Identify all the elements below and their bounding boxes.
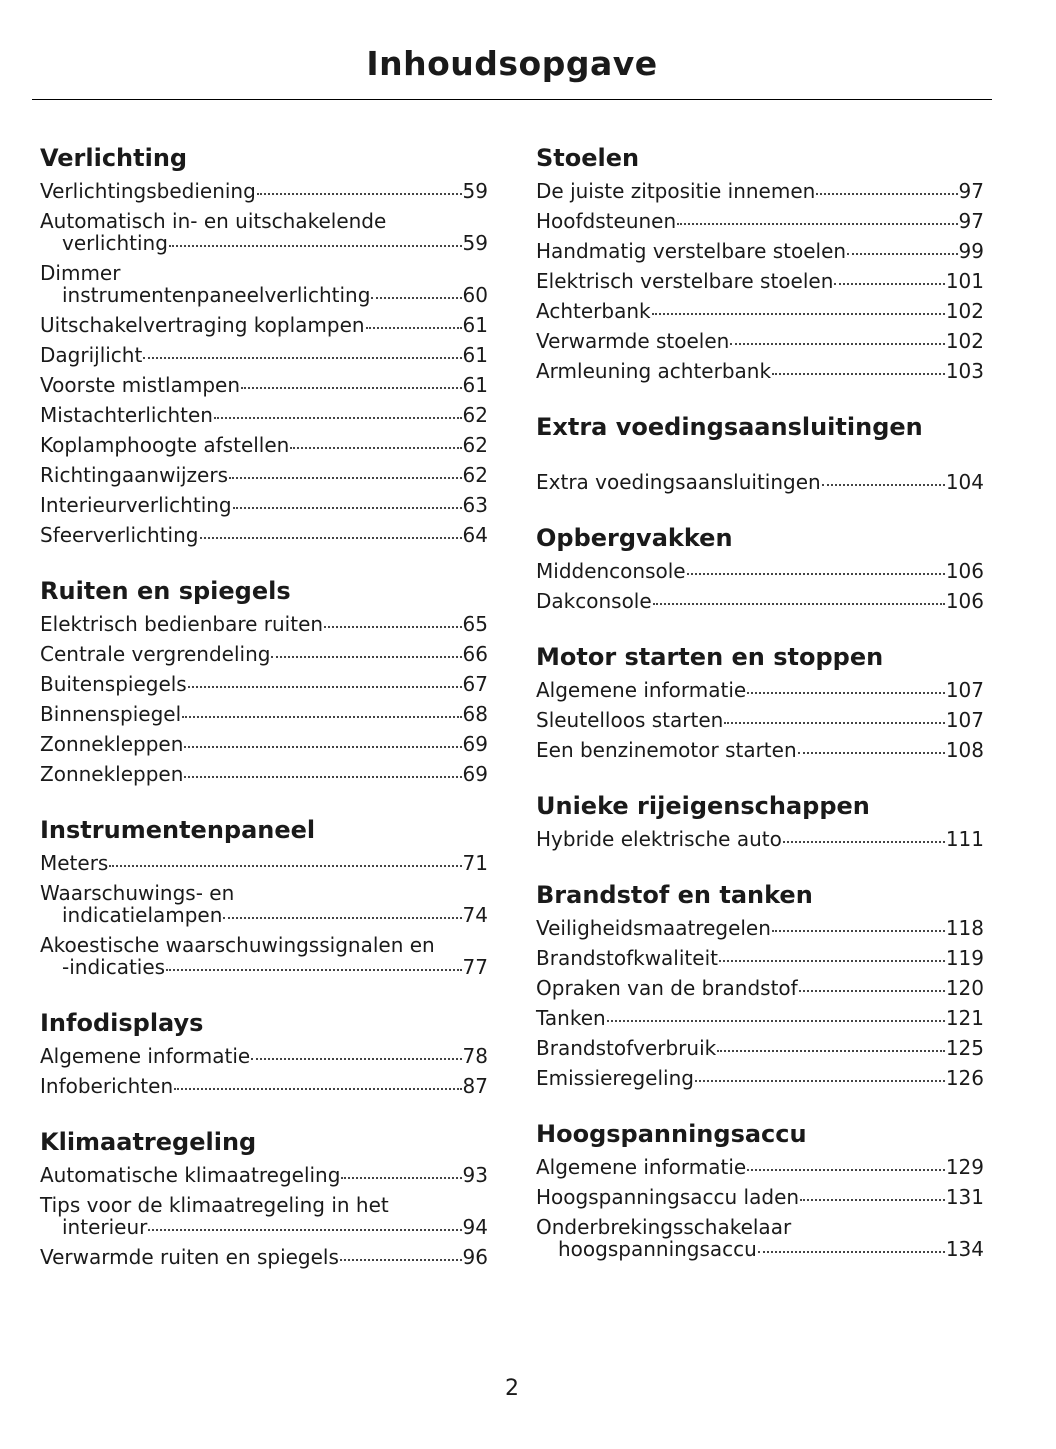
- dot-leader: [758, 1251, 945, 1253]
- dot-leader: [687, 573, 945, 575]
- toc-page-number: 131: [945, 1185, 984, 1209]
- toc-entry[interactable]: [536, 675, 984, 705]
- toc-page-number: 102: [945, 299, 984, 323]
- toc-page-number: 62: [462, 463, 488, 487]
- toc-entry[interactable]: [536, 1212, 984, 1264]
- toc-entry[interactable]: [536, 556, 984, 586]
- dot-leader: [772, 373, 945, 375]
- toc-entry[interactable]: [40, 1160, 488, 1190]
- toc-entry[interactable]: [536, 735, 984, 765]
- toc-entry[interactable]: [40, 609, 488, 639]
- toc-entry[interactable]: [536, 943, 984, 973]
- toc-page-number: 71: [462, 851, 488, 875]
- toc-page-number: 77: [462, 955, 488, 979]
- toc-entry[interactable]: [40, 206, 488, 258]
- dot-leader: [257, 193, 462, 195]
- dot-leader: [174, 1088, 461, 1090]
- dot-leader: [847, 253, 957, 255]
- dot-leader: [340, 1259, 462, 1261]
- toc-entry-title: Middenconsole: [536, 559, 686, 583]
- toc-page-number: 63: [462, 493, 488, 517]
- toc-entry[interactable]: [536, 973, 984, 1003]
- toc-entry-title: verlichting: [62, 231, 168, 255]
- toc-page-number: 119: [945, 946, 984, 970]
- toc-section-motor-starten-en-stoppen: [536, 639, 984, 765]
- toc-page-number: 129: [945, 1155, 984, 1179]
- toc-entry[interactable]: [40, 310, 488, 340]
- toc-entry-title: Algemene informatie: [40, 1044, 251, 1068]
- toc-page-number: 68: [462, 702, 488, 726]
- toc-page-number: 65: [462, 612, 488, 636]
- toc-entry[interactable]: [536, 266, 984, 296]
- toc-entry-title: De juiste zitpositie innemen: [536, 179, 816, 203]
- dot-leader: [719, 960, 945, 962]
- dot-leader: [200, 537, 462, 539]
- toc-entry[interactable]: [40, 176, 488, 206]
- toc-page-number: 61: [462, 313, 488, 337]
- toc-page-number: 103: [945, 359, 984, 383]
- toc-page-number: 74: [462, 903, 488, 927]
- dot-leader: [371, 297, 461, 299]
- toc-page-number: 61: [462, 373, 488, 397]
- toc-page-number: 64: [462, 523, 488, 547]
- toc-page-number: 62: [462, 433, 488, 457]
- toc-entry[interactable]: [536, 326, 984, 356]
- toc-entry-title: Buitenspiegels: [40, 672, 187, 696]
- dot-leader: [800, 1199, 945, 1201]
- dot-leader: [799, 990, 945, 992]
- toc-entry-title: Een benzinemotor starten: [536, 738, 797, 762]
- toc-page-number: 87: [462, 1074, 488, 1098]
- toc-entry-title: Armleuning achterbank: [536, 359, 772, 383]
- toc-entry-title: Brandstofkwaliteit: [536, 946, 718, 970]
- toc-entry-title: Zonnekleppen: [40, 762, 184, 786]
- toc-entry-title: Waarschuwings- en: [40, 881, 235, 905]
- dot-leader: [166, 969, 461, 971]
- dot-leader: [695, 1080, 945, 1082]
- toc-entry[interactable]: [536, 824, 984, 854]
- toc-entry[interactable]: [536, 705, 984, 735]
- dot-leader: [816, 193, 957, 195]
- toc-entry[interactable]: [536, 1063, 984, 1093]
- toc-page-number: 78: [462, 1044, 488, 1068]
- section-heading: Infodisplays: [40, 1009, 204, 1037]
- toc-entry[interactable]: [40, 258, 488, 310]
- toc-entry-title: Voorste mistlampen: [40, 373, 241, 397]
- section-heading: Motor starten en stoppen: [536, 643, 884, 671]
- toc-entry-title: Achterbank: [536, 299, 651, 323]
- toc-entry[interactable]: [40, 759, 488, 789]
- toc-page-number: 126: [945, 1066, 984, 1090]
- toc-page-number: 61: [462, 343, 488, 367]
- toc-entry-title: Infoberichten: [40, 1074, 174, 1098]
- toc-section-instrumentenpaneel: [40, 812, 488, 982]
- section-heading: Hoogspanningsaccu: [536, 1120, 807, 1148]
- dot-leader: [271, 656, 461, 658]
- toc-entry-title: instrumentenpaneelverlichting: [62, 283, 371, 307]
- toc-column-right: [536, 140, 984, 1287]
- toc-entry[interactable]: [40, 930, 488, 982]
- toc-entry-title: -indicaties: [62, 955, 166, 979]
- toc-entry[interactable]: [536, 356, 984, 386]
- toc-column-left: [40, 140, 488, 1295]
- toc-entry[interactable]: [536, 1182, 984, 1212]
- toc-page-number: 66: [462, 642, 488, 666]
- toc-page-number: 125: [945, 1036, 984, 1060]
- toc-entry-title: Centrale vergrendeling: [40, 642, 271, 666]
- toc-entry-title: Mistachterlichten: [40, 403, 213, 427]
- toc-entry[interactable]: [536, 913, 984, 943]
- section-heading: Opbergvakken: [536, 524, 733, 552]
- toc-entry-title: hoogspanningsaccu: [558, 1237, 757, 1261]
- dot-leader: [214, 417, 462, 419]
- toc-section-verlichting: [40, 140, 488, 550]
- toc-entry-title: Opraken van de brandstof: [536, 976, 798, 1000]
- toc-entry-title: Hoogspanningsaccu laden: [536, 1185, 800, 1209]
- section-heading: Unieke rijeigenschappen: [536, 792, 870, 820]
- dot-leader: [184, 776, 461, 778]
- toc-entry-title: Elektrisch bedienbare ruiten: [40, 612, 324, 636]
- toc-entry-title: Verwarmde ruiten en spiegels: [40, 1245, 339, 1269]
- toc-page-number: 111: [945, 827, 984, 851]
- dot-leader: [798, 752, 945, 754]
- toc-entry[interactable]: [40, 848, 488, 878]
- toc-entry[interactable]: [40, 400, 488, 430]
- toc-entry-title: Hoofdsteunen: [536, 209, 677, 233]
- toc-entry-title: Koplamphoogte afstellen: [40, 433, 290, 457]
- toc-page-number: 104: [945, 470, 984, 494]
- toc-section-ruiten-en-spiegels: [40, 573, 488, 789]
- dot-leader: [607, 1020, 945, 1022]
- toc-page-number: 60: [462, 283, 488, 307]
- toc-page-number: 101: [945, 269, 984, 293]
- toc-page-number: 120: [945, 976, 984, 1000]
- dot-leader: [148, 1229, 461, 1231]
- toc-entry-title: Tanken: [536, 1006, 606, 1030]
- toc-page-number: 106: [945, 589, 984, 613]
- toc-entry-title: Emissieregeling: [536, 1066, 694, 1090]
- section-heading: Verlichting: [40, 144, 188, 172]
- section-heading: Brandstof en tanken: [536, 881, 813, 909]
- toc-section-opbergvakken: [536, 520, 984, 616]
- toc-entry[interactable]: [536, 467, 984, 497]
- toc-entry-title: Akoestische waarschuwingssignalen en: [40, 933, 435, 957]
- toc-entry-title: Verwarmde stoelen: [536, 329, 730, 353]
- toc-page-number: 67: [462, 672, 488, 696]
- section-heading: Instrumentenpaneel: [40, 816, 316, 844]
- toc-entry-title: Richtingaanwijzers: [40, 463, 228, 487]
- toc-entry[interactable]: [40, 1190, 488, 1242]
- section-heading: Klimaatregeling: [40, 1128, 257, 1156]
- toc-entry-title: Sleutelloos starten: [536, 708, 724, 732]
- toc-entry[interactable]: [40, 1242, 488, 1272]
- toc-page-number: 96: [462, 1245, 488, 1269]
- dot-leader: [653, 603, 945, 605]
- dot-leader: [341, 1177, 461, 1179]
- toc-entry[interactable]: [536, 206, 984, 236]
- toc-entry[interactable]: [536, 236, 984, 266]
- toc-page-number: 102: [945, 329, 984, 353]
- dot-leader: [109, 865, 461, 867]
- toc-section-extra-voedingsaansluitingen: [536, 409, 984, 497]
- dot-leader: [834, 283, 944, 285]
- dot-leader: [251, 1058, 461, 1060]
- dot-leader: [229, 477, 462, 479]
- toc-entry[interactable]: [40, 340, 488, 370]
- toc-page-number: 93: [462, 1163, 488, 1187]
- dot-leader: [182, 716, 461, 718]
- toc-entry[interactable]: [536, 296, 984, 326]
- toc-entry-title: Dakconsole: [536, 589, 652, 613]
- toc-entry[interactable]: [536, 586, 984, 616]
- toc-entry-title: Veiligheidsmaatregelen: [536, 916, 771, 940]
- dot-leader: [730, 343, 944, 345]
- toc-entry[interactable]: [536, 176, 984, 206]
- toc-page-number: 134: [945, 1237, 984, 1261]
- toc-entry-title: Automatisch in- en uitschakelende: [40, 209, 387, 233]
- dot-leader: [772, 930, 945, 932]
- toc-page-number: 97: [958, 179, 984, 203]
- toc-entry-title: Hybride elektrische auto: [536, 827, 782, 851]
- toc-entry[interactable]: [40, 669, 488, 699]
- dot-leader: [677, 223, 957, 225]
- toc-entry-title: Extra voedingsaansluitingen: [536, 470, 821, 494]
- dot-leader: [143, 357, 461, 359]
- toc-entry-title: Tips voor de klimaatregeling in het: [40, 1193, 389, 1217]
- toc-entry-title: interieur: [62, 1215, 148, 1239]
- toc-entry[interactable]: [536, 1152, 984, 1182]
- toc-section-unieke-rijeigenschappen: [536, 788, 984, 854]
- toc-entry[interactable]: [40, 520, 488, 550]
- toc-page-number: 69: [462, 732, 488, 756]
- dot-leader: [184, 746, 461, 748]
- section-heading: Ruiten en spiegels: [40, 577, 291, 605]
- toc-page-number: 69: [462, 762, 488, 786]
- toc-entry-title: Algemene informatie: [536, 1155, 747, 1179]
- dot-leader: [717, 1050, 945, 1052]
- toc-entry-title: Dimmer: [40, 261, 121, 285]
- dot-leader: [233, 507, 462, 509]
- dot-leader: [188, 686, 462, 688]
- section-heading: Extra voedingsaansluitingen: [536, 413, 923, 441]
- toc-entry[interactable]: [40, 699, 488, 729]
- title-divider: [32, 99, 992, 100]
- toc-entry-title: Meters: [40, 851, 109, 875]
- toc-entry-title: Interieurverlichting: [40, 493, 232, 517]
- section-spacer: [536, 445, 984, 467]
- toc-page-number: 94: [462, 1215, 488, 1239]
- dot-leader: [290, 447, 461, 449]
- toc-section-brandstof-en-tanken: [536, 877, 984, 1093]
- toc-entry-title: Onderbrekingsschakelaar: [536, 1215, 792, 1239]
- toc-page-number: 107: [945, 678, 984, 702]
- toc-entry[interactable]: [536, 1033, 984, 1063]
- toc-entry[interactable]: [40, 430, 488, 460]
- toc-entry-title: Zonnekleppen: [40, 732, 184, 756]
- toc-entry[interactable]: [40, 490, 488, 520]
- toc-entry[interactable]: [536, 1003, 984, 1033]
- toc-entry-title: indicatielampen: [62, 903, 223, 927]
- toc-entry[interactable]: [40, 1071, 488, 1101]
- dot-leader: [223, 917, 461, 919]
- toc-entry-title: Automatische klimaatregeling: [40, 1163, 341, 1187]
- dot-leader: [241, 387, 462, 389]
- toc-entry-title: Algemene informatie: [536, 678, 747, 702]
- toc-entry-title: Brandstofverbruik: [536, 1036, 717, 1060]
- toc-entry-title: Dagrijlicht: [40, 343, 143, 367]
- toc-entry[interactable]: [40, 460, 488, 490]
- toc-page-number: 59: [462, 231, 488, 255]
- toc-entry-title: Verlichtingsbediening: [40, 179, 256, 203]
- toc-entry[interactable]: [40, 639, 488, 669]
- toc-section-klimaatregeling: [40, 1124, 488, 1272]
- dot-leader: [169, 245, 462, 247]
- toc-entry-title: Elektrisch verstelbare stoelen: [536, 269, 834, 293]
- dot-leader: [724, 722, 945, 724]
- toc-section-infodisplays: [40, 1005, 488, 1101]
- section-heading: Stoelen: [536, 144, 640, 172]
- dot-leader: [747, 692, 945, 694]
- toc-page-number: 97: [958, 209, 984, 233]
- toc-entry-title: Binnenspiegel: [40, 702, 182, 726]
- toc-entry-title: Handmatig verstelbare stoelen: [536, 239, 847, 263]
- dot-leader: [783, 841, 945, 843]
- toc-page-number: 118: [945, 916, 984, 940]
- toc-entry[interactable]: [40, 729, 488, 759]
- dot-leader: [366, 327, 462, 329]
- page-number: 2: [505, 1376, 519, 1401]
- toc-entry-title: Uitschakelvertraging koplampen: [40, 313, 365, 337]
- toc-section-hoogspanningsaccu: [536, 1116, 984, 1264]
- toc-page-number: 121: [945, 1006, 984, 1030]
- dot-leader: [747, 1169, 945, 1171]
- dot-leader: [822, 484, 945, 486]
- toc-entry[interactable]: [40, 370, 488, 400]
- dot-leader: [652, 313, 945, 315]
- toc-section-stoelen: [536, 140, 984, 386]
- dot-leader: [324, 626, 461, 628]
- toc-page-number: 62: [462, 403, 488, 427]
- toc-page-number: 59: [462, 179, 488, 203]
- toc-page-number: 108: [945, 738, 984, 762]
- toc-page-number: 107: [945, 708, 984, 732]
- toc-entry[interactable]: [40, 878, 488, 930]
- toc-entry[interactable]: [40, 1041, 488, 1071]
- page-title: Inhoudsopgave: [366, 44, 658, 83]
- toc-page-number: 99: [958, 239, 984, 263]
- toc-page-number: 106: [945, 559, 984, 583]
- toc-entry-title: Sfeerverlichting: [40, 523, 199, 547]
